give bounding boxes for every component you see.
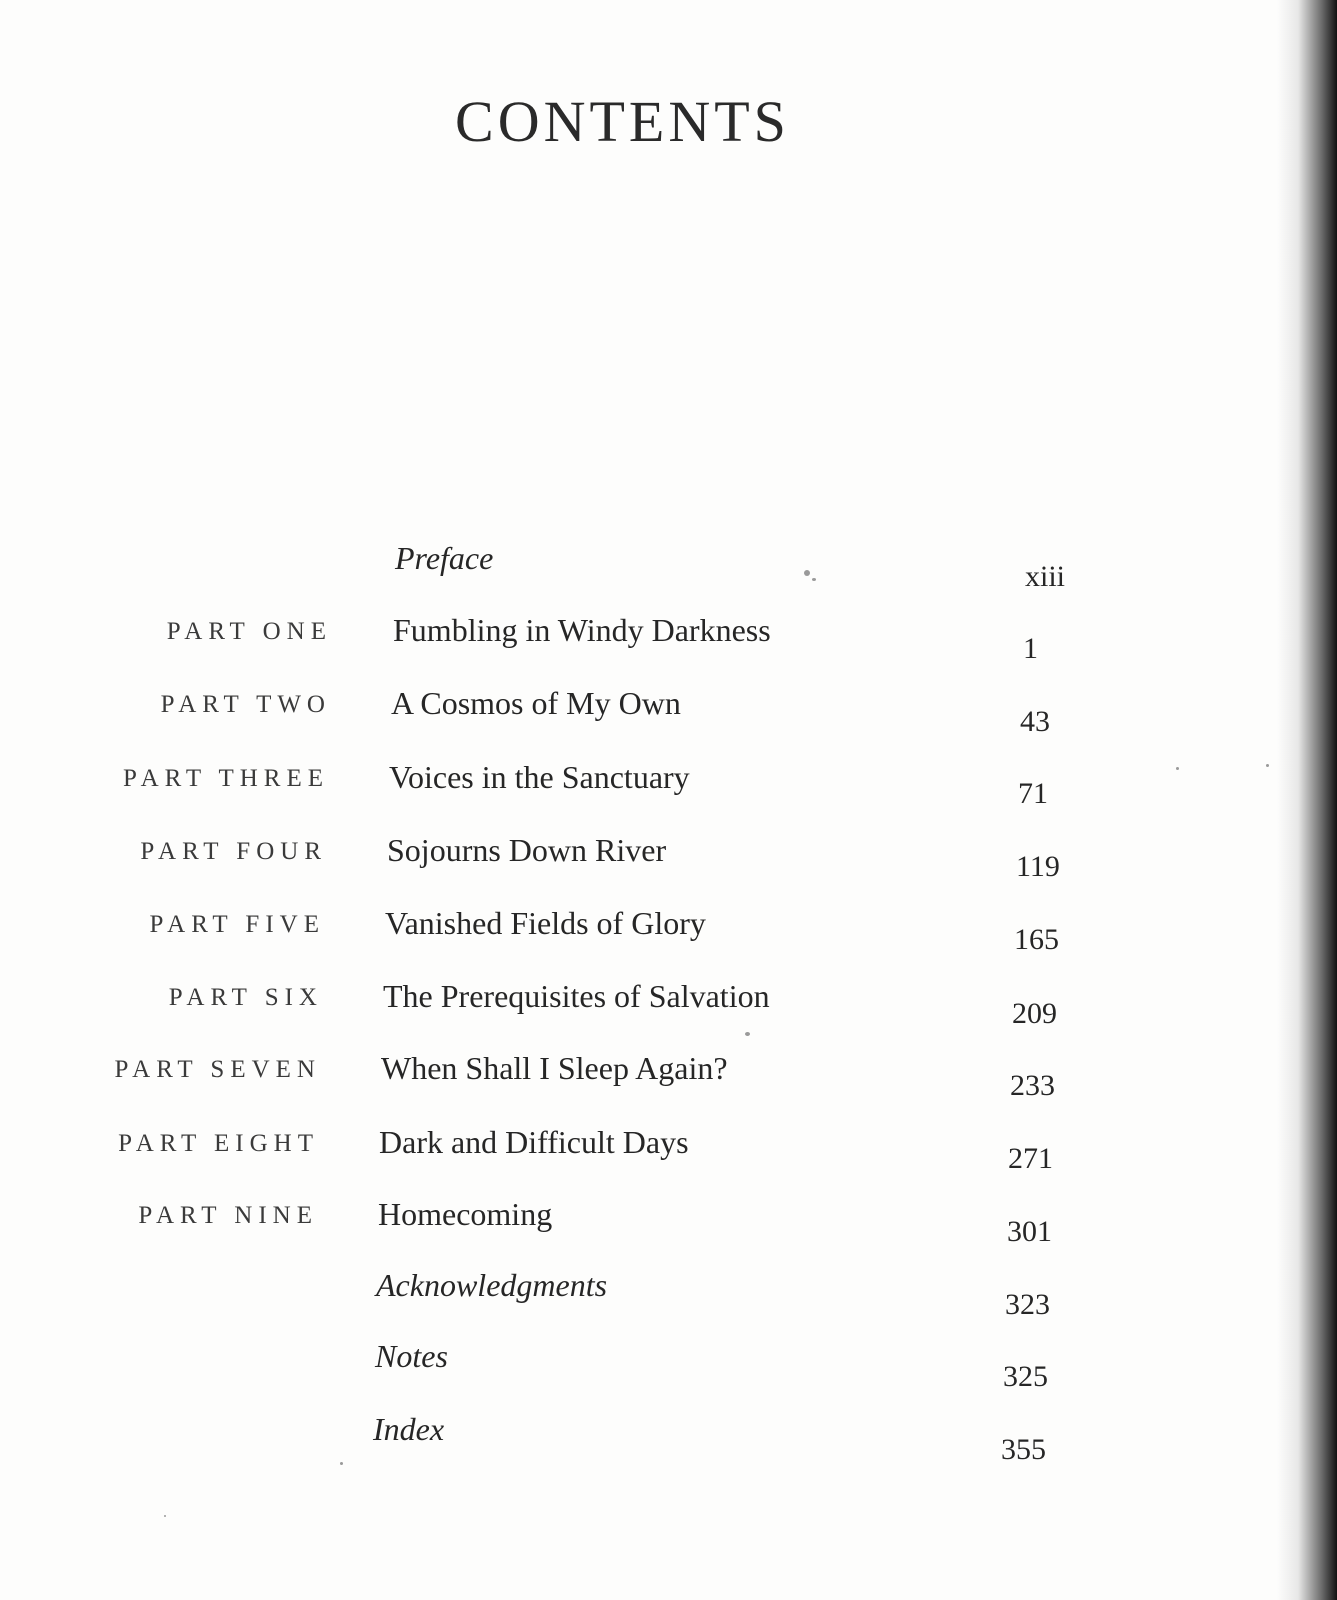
page-number: 71 <box>1018 777 1048 810</box>
page-number: 119 <box>1016 850 1060 883</box>
chapter-title: Dark and Difficult Days <box>379 1124 689 1160</box>
part-label: PART SIX <box>168 984 323 1011</box>
page-number: 209 <box>1012 997 1057 1030</box>
chapter-title: Notes <box>375 1338 448 1374</box>
part-label: PART TWO <box>160 691 331 718</box>
part-label: PART NINE <box>138 1202 318 1229</box>
chapter-title: Fumbling in Windy Darkness <box>393 612 771 648</box>
page-number: 1 <box>1023 632 1038 665</box>
page-number: 355 <box>1001 1433 1046 1466</box>
page-number: 325 <box>1003 1360 1048 1393</box>
paper-speck <box>1176 767 1179 770</box>
chapter-title: Voices in the Sanctuary <box>389 759 690 795</box>
chapter-title: Sojourns Down River <box>387 832 667 868</box>
chapter-title: Vanished Fields of Glory <box>385 905 706 941</box>
part-label: PART FOUR <box>140 838 327 865</box>
paper-speck <box>164 1515 166 1517</box>
page-number: 233 <box>1010 1069 1055 1102</box>
page-number: 43 <box>1020 705 1050 738</box>
chapter-title: The Prerequisites of Salvation <box>383 978 770 1014</box>
part-label: PART THREE <box>123 765 329 792</box>
part-label: PART EIGHT <box>118 1130 319 1157</box>
paper-speck <box>812 578 816 581</box>
page-number: xiii <box>1025 560 1066 593</box>
chapter-title: When Shall I Sleep Again? <box>381 1050 728 1086</box>
paper-speck <box>745 1032 750 1036</box>
part-label: PART ONE <box>166 618 332 645</box>
chapter-title: Index <box>373 1411 445 1447</box>
page-number: 271 <box>1008 1142 1053 1175</box>
paper-speck <box>340 1462 343 1465</box>
paper-speck <box>804 570 810 576</box>
part-label: PART SEVEN <box>114 1056 321 1083</box>
chapter-title: Acknowledgments <box>376 1267 608 1303</box>
page-number: 323 <box>1005 1288 1050 1321</box>
chapter-title: Preface <box>395 540 494 576</box>
paper-speck <box>1266 764 1269 767</box>
chapter-title: Homecoming <box>378 1196 553 1232</box>
chapter-title: A Cosmos of My Own <box>391 685 681 721</box>
contents-heading: CONTENTS <box>455 89 790 154</box>
page-number: 301 <box>1007 1215 1052 1248</box>
part-label: PART FIVE <box>149 911 325 938</box>
page-number: 165 <box>1014 923 1059 956</box>
